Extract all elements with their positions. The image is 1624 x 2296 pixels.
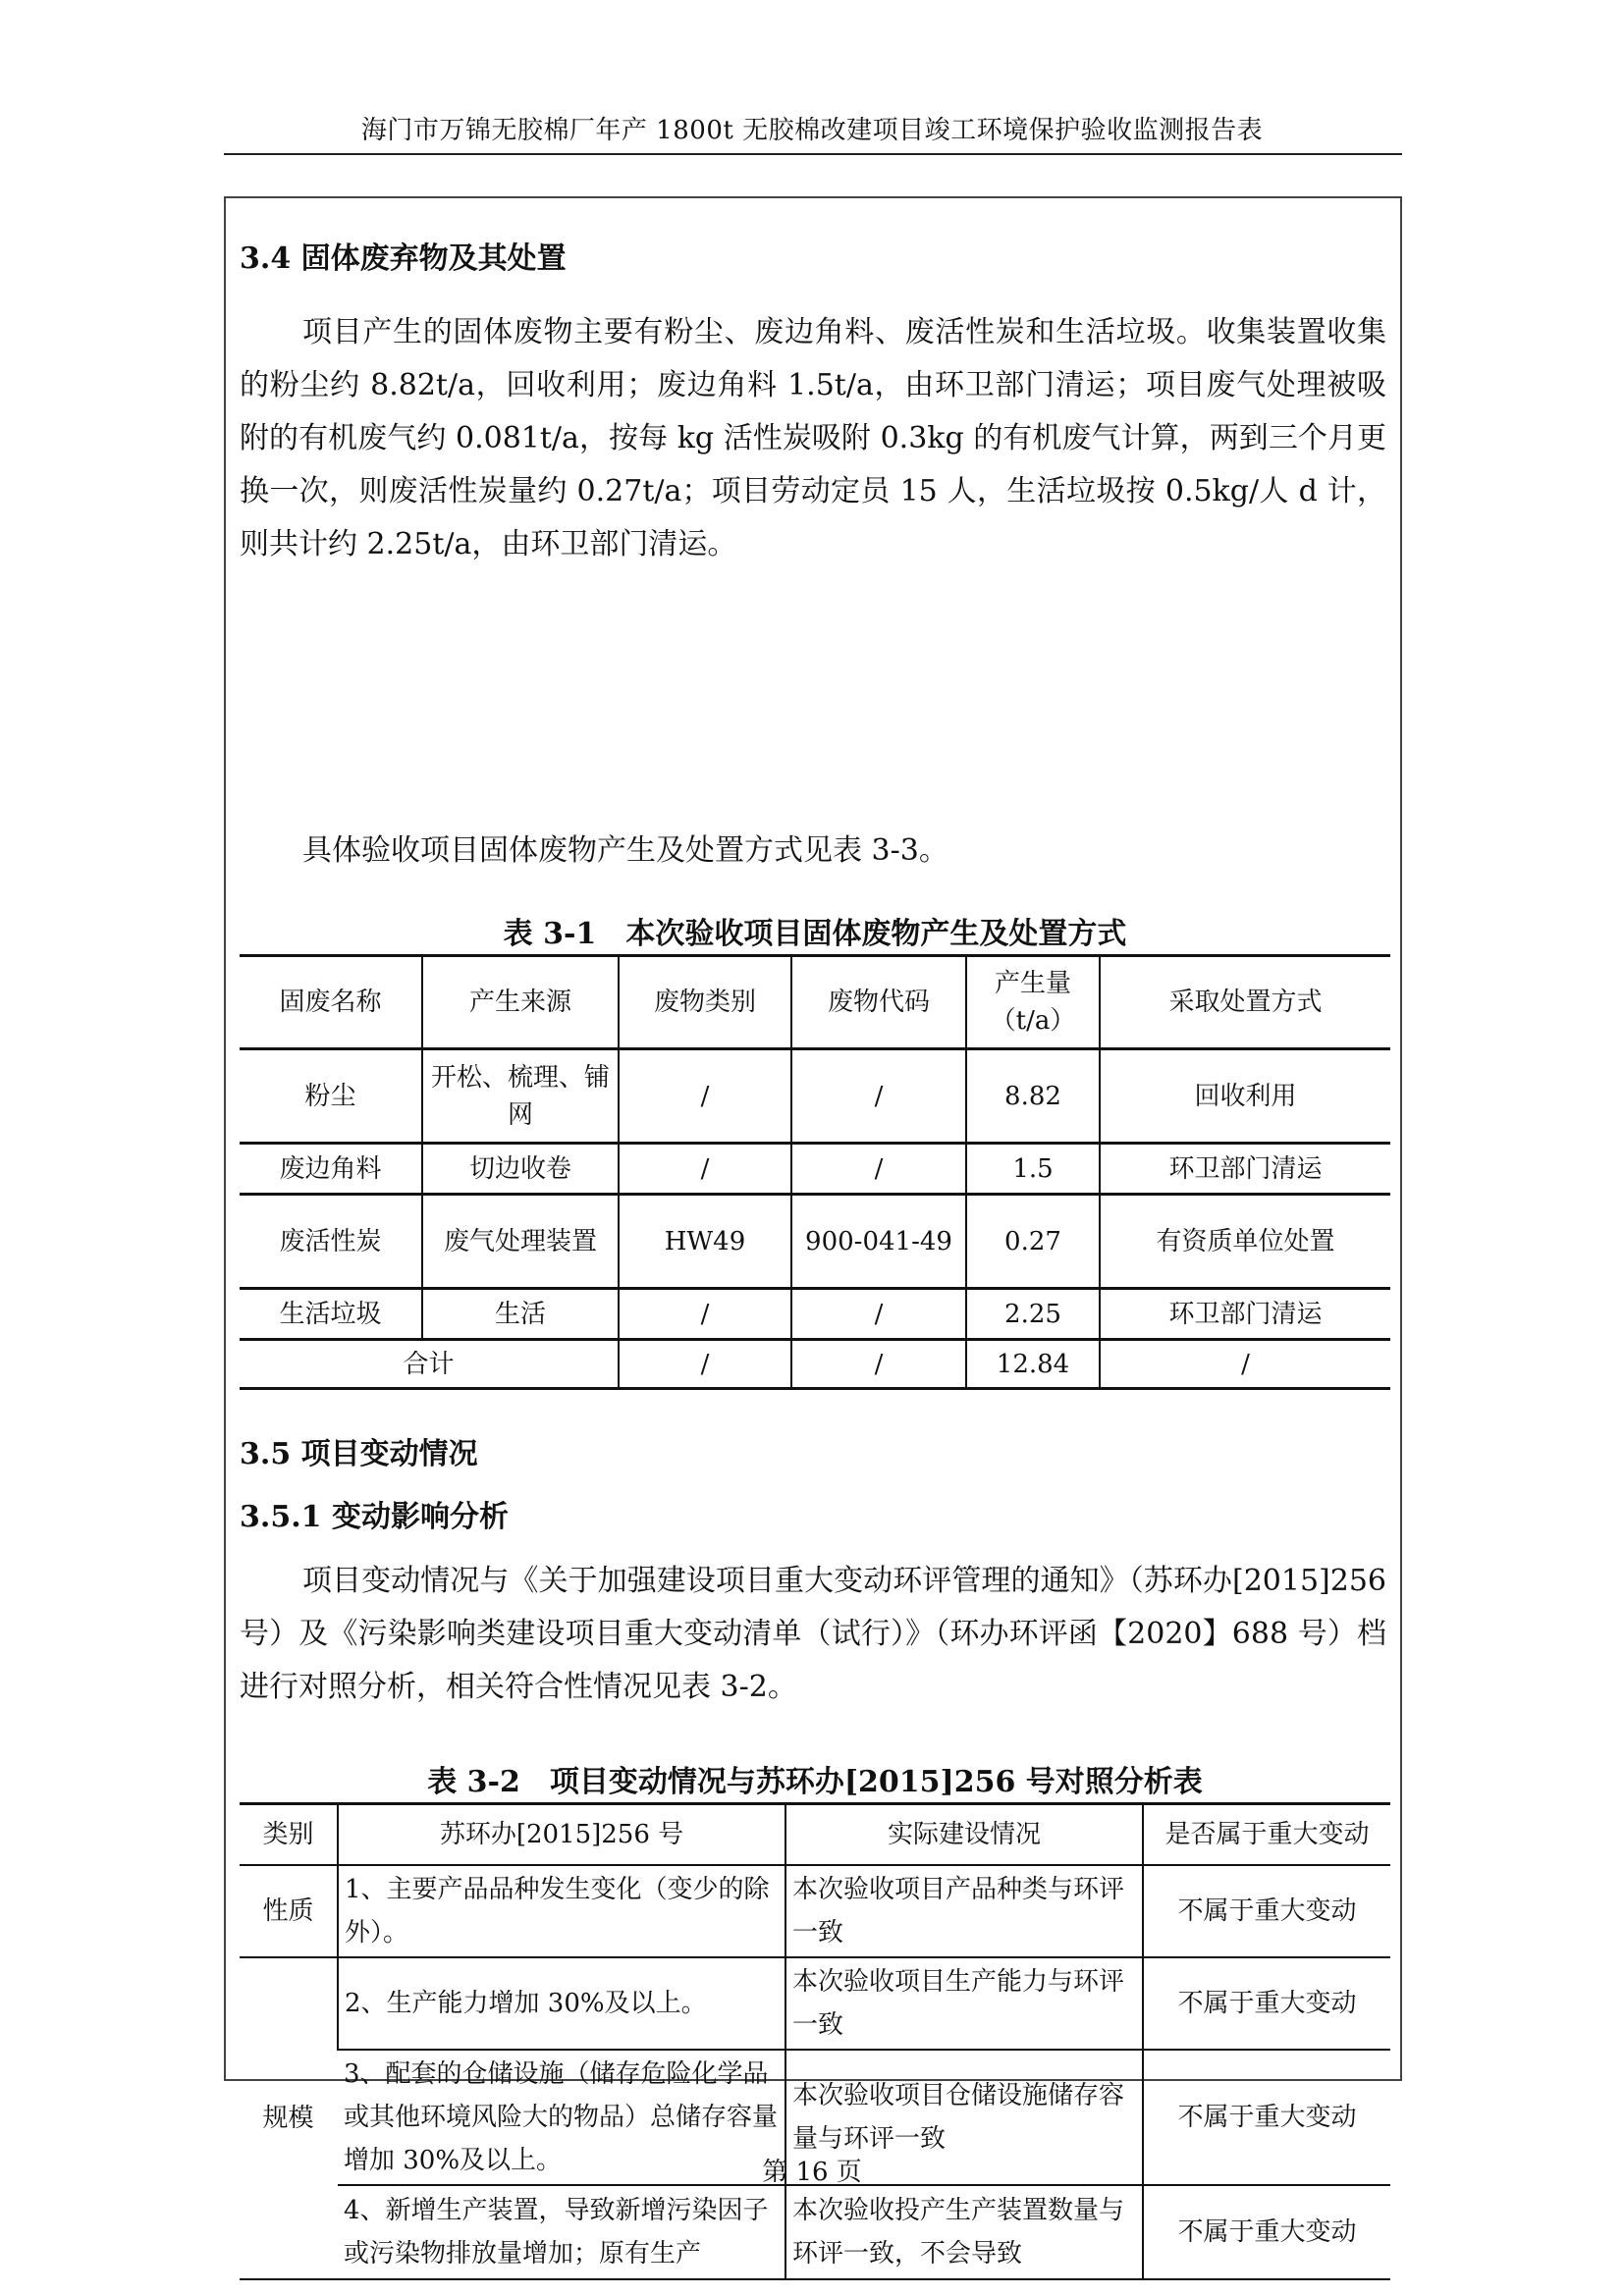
table-cell: 本次验收项目产品种类与环评一致	[785, 1865, 1143, 1957]
table-cell: 4、新增生产装置，导致新增污染因子或污染物排放量增加；原有生产	[338, 2185, 785, 2279]
table-total-row	[240, 1340, 1390, 1389]
table-cell: /	[791, 1049, 966, 1144]
table-cell: 环卫部门清运	[1100, 1144, 1390, 1195]
table-cell: 环卫部门清运	[1100, 1289, 1390, 1340]
table-3-1	[240, 954, 1390, 1390]
table-row	[240, 1049, 1390, 1144]
section-3-4-paragraph: 项目产生的固体废物主要有粉尘、废边角料、废活性炭和生活垃圾。收集装置收集的粉尘约 8.82t/a，回收利用；废边角料 1.5t/a，由环卫部门清运；项目废气处理被吸附的有机废气约 0.081t/a，按每 kg 活性炭吸附 0.3kg 的有机废气计算，两到三个月更换一次，则废活性炭量约 0.27t/a；项目劳动定员 15 人，生活垃圾按 0.5kg/人 d 计，则共计约 2.25t/a，由环卫部门清运。	[240, 315, 1386, 561]
table-cell: 2.25	[966, 1289, 1100, 1340]
section-3-5-1-paragraph: 项目变动情况与《关于加强建设项目重大变动环评管理的通知》（苏环办[2015]256 号）及《污染影响类建设项目重大变动清单（试行）》（环办环评函【2020】688 号）档进行对照分析，相关符合性情况见表 3-2。	[240, 1564, 1386, 1704]
table-cell: 开松、梳理、铺网	[422, 1049, 619, 1144]
table-cell: 生活	[422, 1289, 619, 1340]
table-row	[240, 1957, 1390, 2050]
column-header: 采取处置方式	[1100, 956, 1390, 1049]
table-cell: /	[791, 1144, 966, 1195]
table-cell: 本次验收投产生产装置数量与环评一致，不会导致	[785, 2185, 1143, 2279]
table-cell: /	[619, 1049, 791, 1144]
table-3-1-caption: 表 3-1 本次验收项目固体废物产生及处置方式	[503, 917, 1127, 951]
column-header: 实际建设情况	[785, 1804, 1143, 1866]
table-cell: 粉尘	[240, 1049, 422, 1144]
column-header: 苏环办[2015]256 号	[338, 1804, 785, 1866]
table-row	[240, 1865, 1390, 1957]
section-3-4-title: 3.4 固体废弃物及其处置	[240, 241, 567, 276]
table-row	[240, 2185, 1390, 2279]
table-cell: 废活性炭	[240, 1195, 422, 1289]
table-cell: 1.5	[966, 1144, 1100, 1195]
section-3-5-1-title: 3.5.1 变动影响分析	[240, 1500, 509, 1534]
column-header: 产生来源	[422, 956, 619, 1049]
table-header-row	[240, 1804, 1390, 1866]
table-cell: HW49	[619, 1195, 791, 1289]
table-cell: 生活垃圾	[240, 1289, 422, 1340]
table-cell: /	[791, 1340, 966, 1389]
table-cell: 12.84	[966, 1340, 1100, 1389]
table-cell: 8.82	[966, 1049, 1100, 1144]
table-cell: 回收利用	[1100, 1049, 1390, 1144]
table-cell: 废气处理装置	[422, 1195, 619, 1289]
table-cell: /	[619, 1289, 791, 1340]
table-cell: /	[619, 1340, 791, 1389]
table-cell: 1、主要产品品种发生变化（变少的除外）。	[338, 1865, 785, 1957]
table-cell: 0.27	[966, 1195, 1100, 1289]
column-header: 固废名称	[240, 956, 422, 1049]
table-cell: 本次验收项目仓储设施储存容量与环评一致	[785, 2050, 1143, 2185]
table-3-2-caption: 表 3-2 项目变动情况与苏环办[2015]256 号对照分析表	[427, 1765, 1203, 1799]
table-row	[240, 1195, 1390, 1289]
table-cell: 不属于重大变动	[1143, 2050, 1390, 2185]
table-3-2	[240, 1802, 1390, 2280]
category-cell: 规模	[240, 1957, 338, 2279]
section-3-5-title: 3.5 项目变动情况	[240, 1437, 478, 1471]
table-row	[240, 1144, 1390, 1195]
table-cell: 有资质单位处置	[1100, 1195, 1390, 1289]
section-3-4-reference: 具体验收项目固体废物产生及处置方式见表 3-3。	[302, 833, 948, 868]
column-header: 废物代码	[791, 956, 966, 1049]
page-header: 海门市万锦无胶棉厂年产 1800t 无胶棉改建项目竣工环境保护验收监测报告表	[360, 116, 1264, 145]
table-cell: 不属于重大变动	[1143, 1865, 1390, 1957]
table-cell: 不属于重大变动	[1143, 1957, 1390, 2050]
table-cell: /	[1100, 1340, 1390, 1389]
table-row	[240, 1289, 1390, 1340]
table-header-row	[240, 956, 1390, 1049]
table-cell: 本次验收项目生产能力与环评一致	[785, 1957, 1143, 2050]
table-cell: 不属于重大变动	[1143, 2185, 1390, 2279]
table-cell: 切边收卷	[422, 1144, 619, 1195]
column-header: 类别	[240, 1804, 338, 1866]
table-cell: 合计	[240, 1340, 619, 1389]
table-cell: 3、配套的仓储设施（储存危险化学品或其他环境风险大的物品）总储存容量增加 30%及以上。	[338, 2050, 785, 2185]
page-number: 第 16 页	[762, 2158, 862, 2187]
column-header: 废物类别	[619, 956, 791, 1049]
table-cell: 900-041-49	[791, 1195, 966, 1289]
table-cell: 废边角料	[240, 1144, 422, 1195]
header-rule	[224, 153, 1402, 155]
column-header: 产生量（t/a）	[966, 956, 1100, 1049]
table-cell: 2、生产能力增加 30%及以上。	[338, 1957, 785, 2050]
table-cell: /	[791, 1289, 966, 1340]
table-cell: /	[619, 1144, 791, 1195]
column-header: 是否属于重大变动	[1143, 1804, 1390, 1866]
category-cell: 性质	[240, 1865, 338, 1957]
